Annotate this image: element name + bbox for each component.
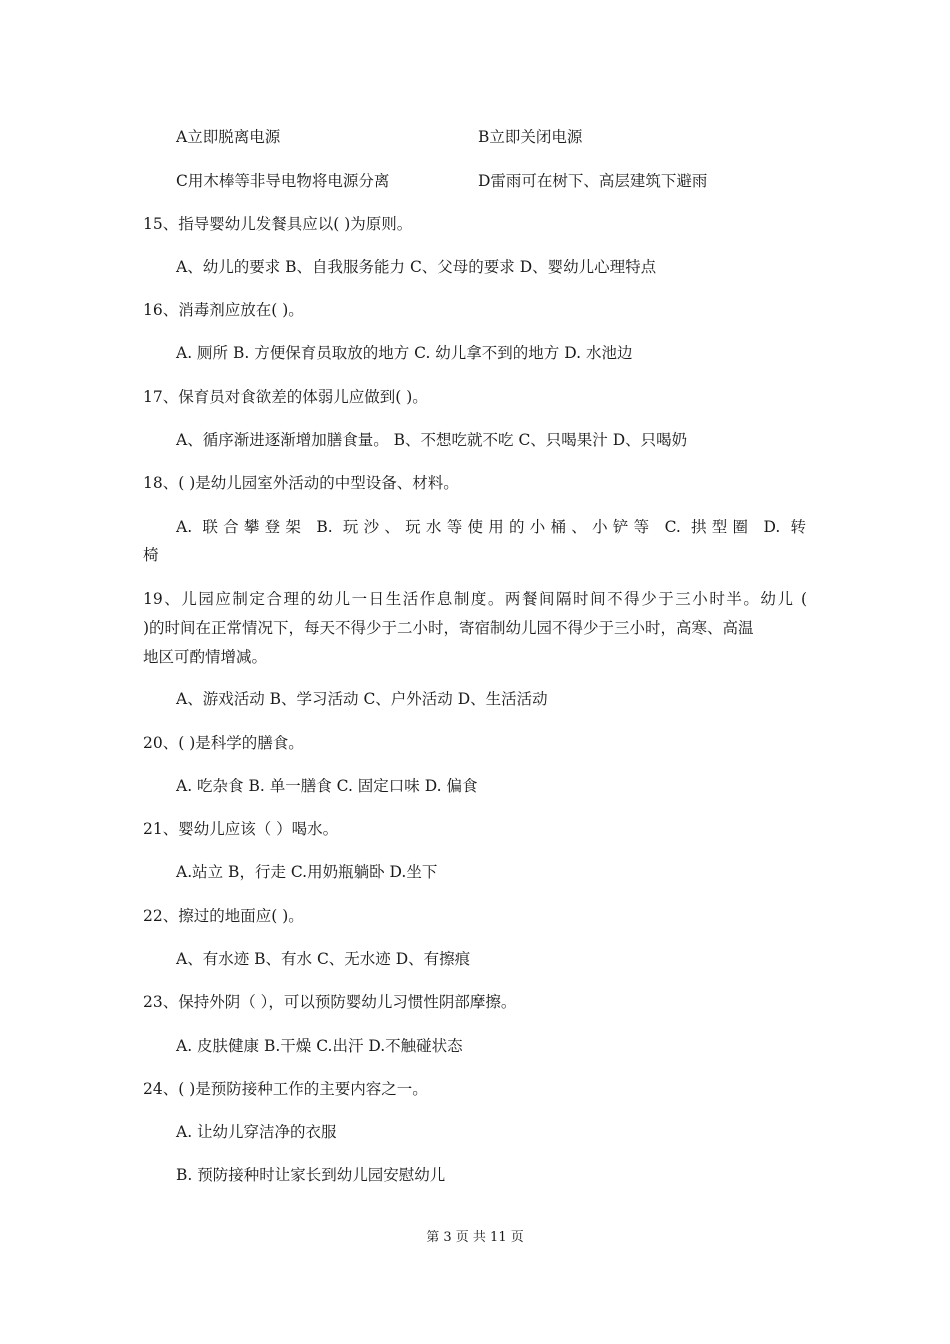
question-19-stem-line2: )的时间在正常情况下，每天不得少于二小时，寄宿制幼儿园不得少于三小时，高寒、高温 (143, 619, 754, 637)
option-d-thunderstorm: D雷雨可在树下、高层建筑下避雨 (478, 172, 708, 190)
question-19-stem-line1: 19、儿园应制定合理的幼儿一日生活作息制度。两餐间隔时间不得少于三小时半。幼儿 ( (143, 590, 807, 608)
question-24-stem: 24、( )是预防接种工作的主要内容之一。 (143, 1080, 428, 1098)
question-17-stem: 17、保育员对食欲差的体弱儿应做到( )。 (143, 388, 428, 406)
question-18-stem: 18、( )是幼儿园室外活动的中型设备、材料。 (143, 474, 459, 492)
question-24-option-b: B. 预防接种时让家长到幼儿园安慰幼儿 (176, 1166, 446, 1184)
question-17-options: A、循序渐进逐渐增加膳食量。 B、不想吃就不吃 C、只喝果汁 D、只喝奶 (176, 431, 688, 449)
question-19-stem-line3: 地区可酌情增减。 (143, 648, 268, 666)
question-15-options: A、幼儿的要求 B、自我服务能力 C、父母的要求 D、婴幼儿心理特点 (176, 258, 657, 276)
question-20-stem: 20、( )是科学的膳食。 (143, 734, 304, 752)
question-18-options-wrap: 椅 (143, 546, 159, 564)
question-22-options: A、有水迹 B、有水 C、无水迹 D、有擦痕 (176, 950, 471, 968)
question-16-stem: 16、消毒剂应放在( )。 (143, 301, 304, 319)
question-23-stem: 23、保持外阴（ ），可以预防婴幼儿习惯性阴部摩擦。 (143, 993, 517, 1011)
option-c-wooden-stick: C用木棒等非导电物将电源分离 (176, 172, 390, 190)
page-number-footer: 第 3 页 共 11 页 (426, 1230, 524, 1245)
question-24-option-a: A. 让幼儿穿洁净的衣服 (176, 1123, 337, 1141)
question-21-options: A.站立 B，行走 C.用奶瓶躺卧 D.坐下 (176, 863, 438, 881)
option-b-switch-off: B立即关闭电源 (478, 128, 583, 146)
option-a-cut-power: A立即脱离电源 (176, 128, 281, 146)
question-22-stem: 22、擦过的地面应( )。 (143, 907, 304, 925)
question-16-options: A. 厕所 B. 方便保育员取放的地方 C. 幼儿拿不到的地方 D. 水池边 (176, 344, 633, 362)
question-18-options: A. 联合攀登架 B. 玩沙、玩水等使用的小桶、小铲等 C. 拱型圈 D. 转 (176, 518, 806, 536)
question-20-options: A. 吃杂食 B. 单一膳食 C. 固定口味 D. 偏食 (176, 777, 478, 795)
question-19-options: A、游戏活动 B、学习活动 C、户外活动 D、生活活动 (176, 690, 548, 708)
question-15-stem: 15、指导婴幼儿发餐具应以( )为原则。 (143, 215, 413, 233)
question-21-stem: 21、婴幼儿应该（ ）喝水。 (143, 820, 339, 838)
question-23-options: A. 皮肤健康 B.干燥 C.出汗 D.不触碰状态 (176, 1037, 463, 1055)
